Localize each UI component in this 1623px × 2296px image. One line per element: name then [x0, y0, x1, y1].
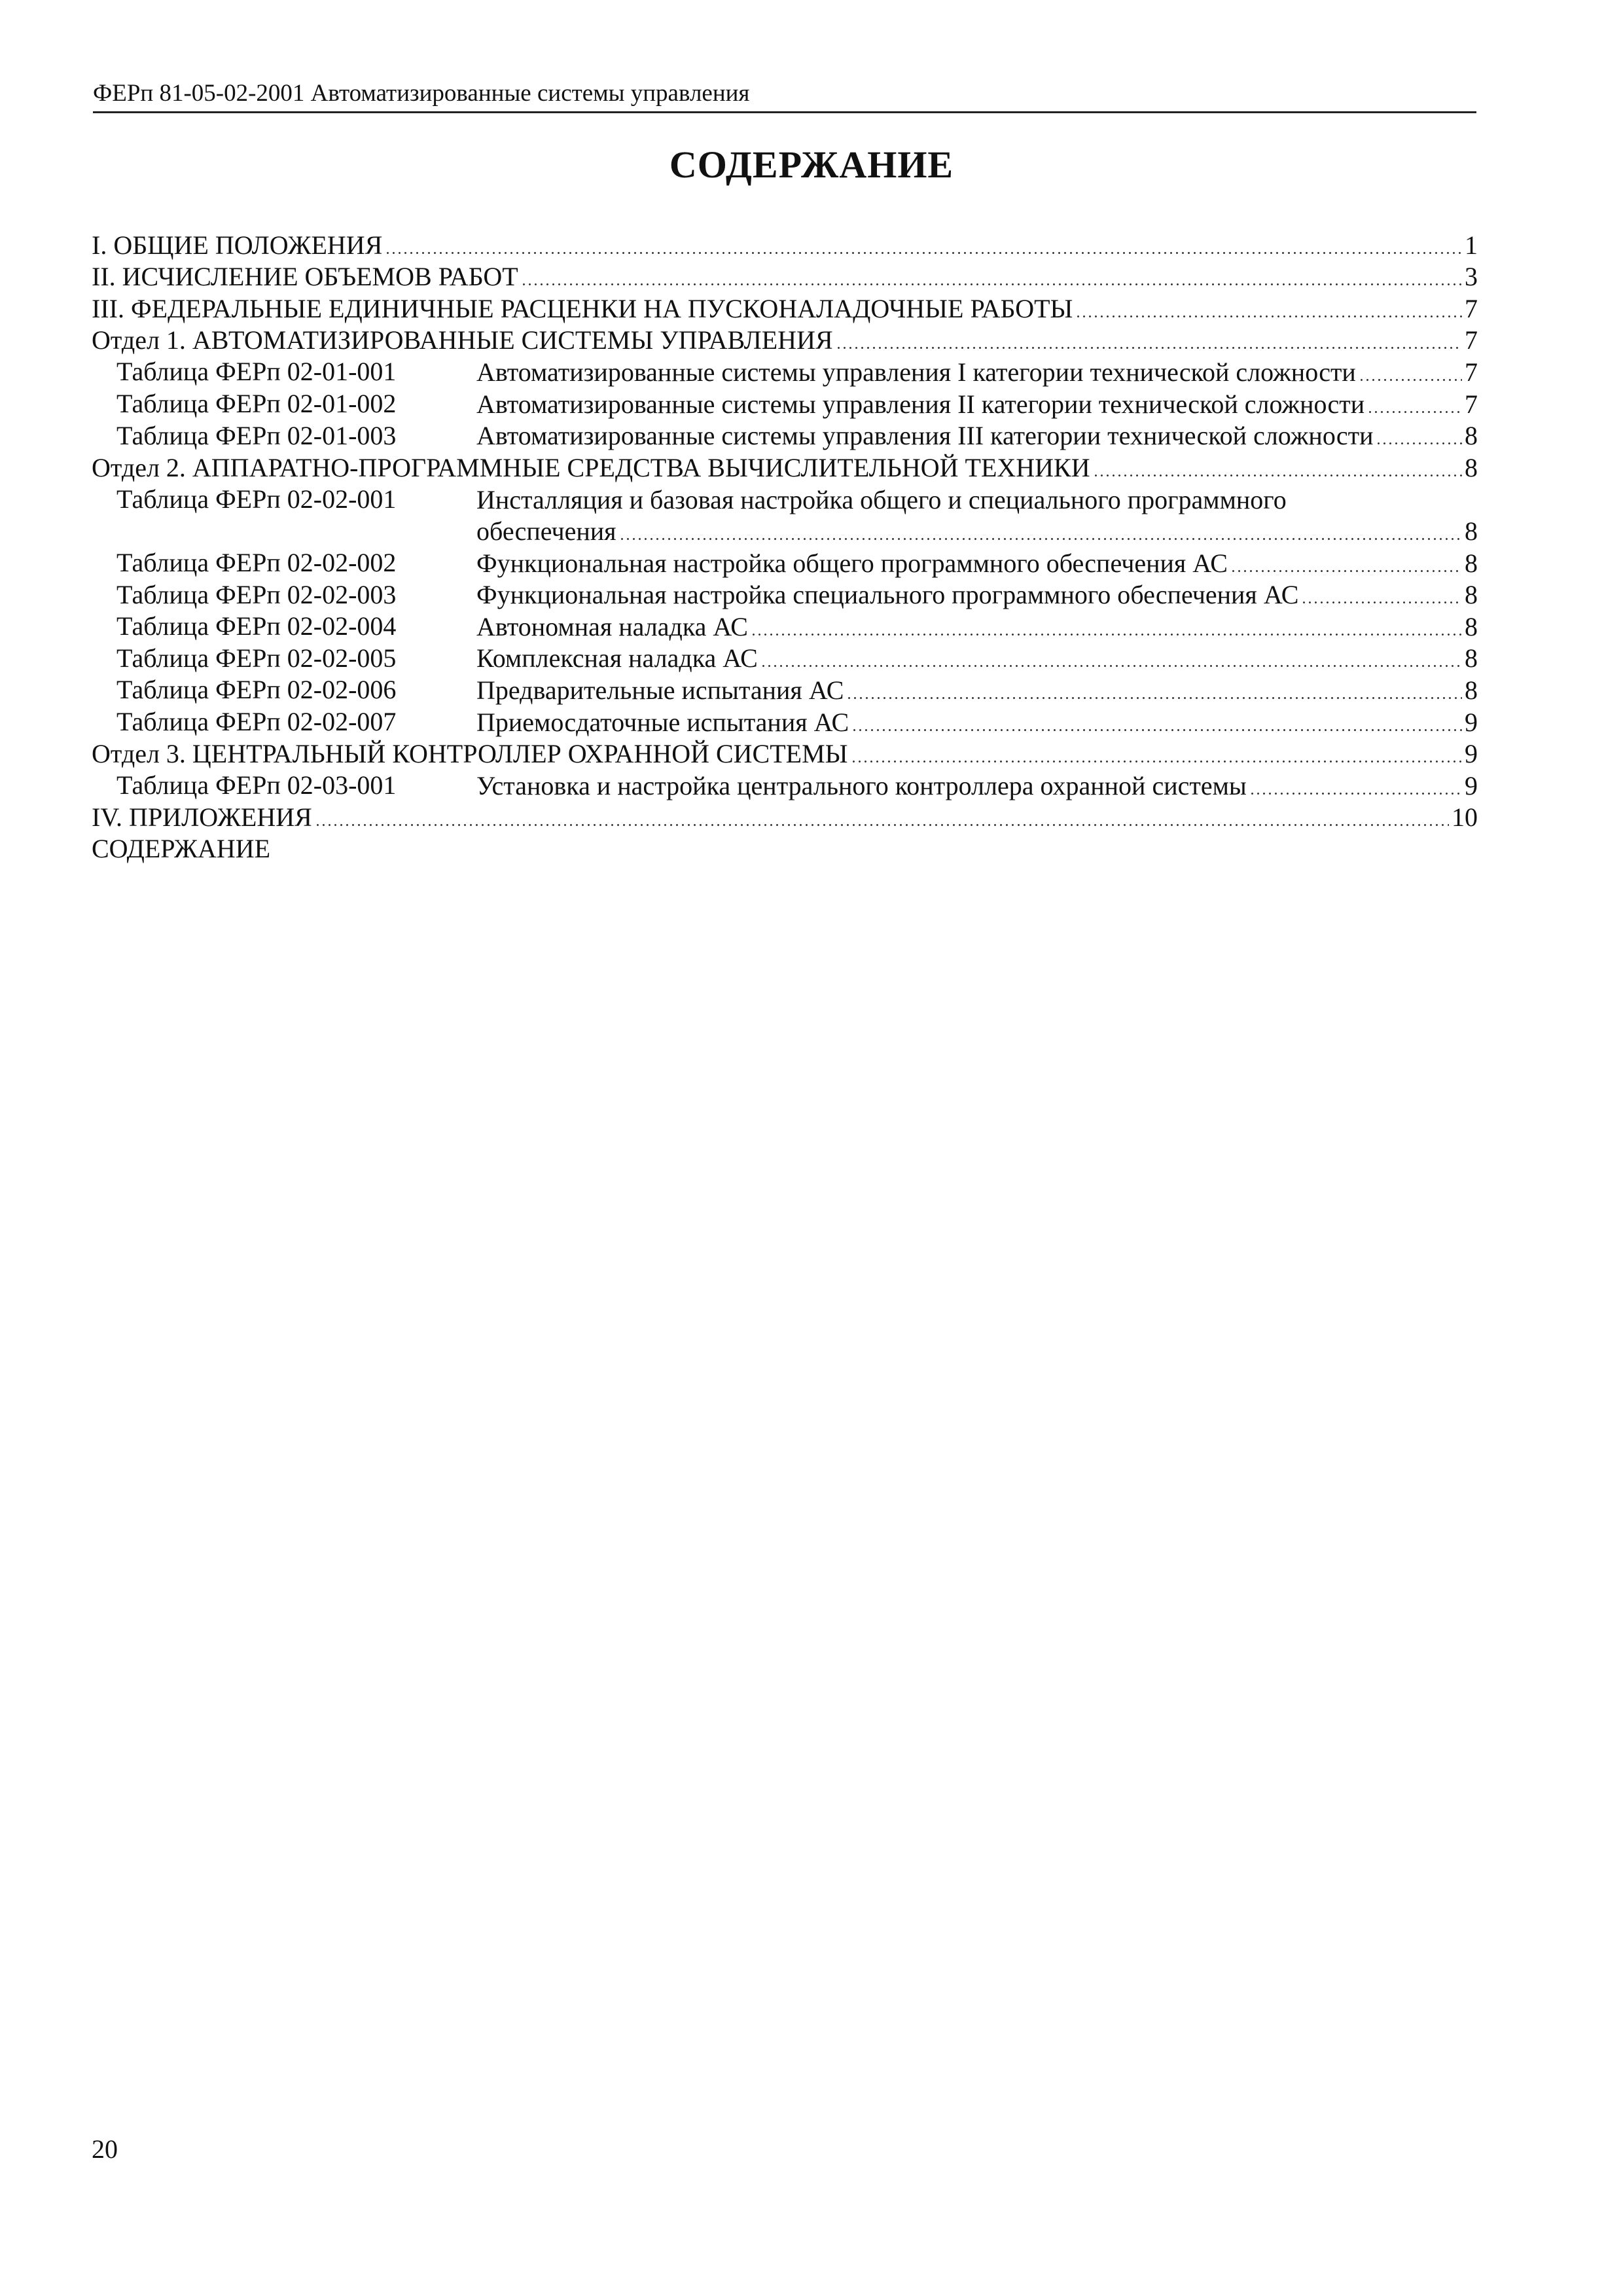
dot-leader	[1376, 442, 1462, 444]
dot-leader	[619, 538, 1462, 540]
page-number: 20	[92, 2134, 118, 2164]
dot-leader	[385, 252, 1462, 254]
toc-page-number: 8	[1465, 452, 1478, 482]
toc-entry-table-02-02-004[interactable]	[92, 611, 1478, 643]
toc-entry-department-1[interactable]	[92, 325, 1478, 357]
dot-leader	[760, 665, 1462, 667]
dot-leader	[1075, 315, 1462, 317]
toc-entry-code: Таблица ФЕРп 02-02-007	[116, 706, 397, 736]
toc-entry-table-02-01-002[interactable]	[92, 388, 1478, 420]
running-header	[93, 77, 1476, 113]
toc-page-number: 8	[1465, 548, 1478, 578]
toc-entry-title: Функциональная настройка специального программного обеспечения АС	[476, 580, 1299, 610]
toc-entry-title-continued: обеспечения	[476, 516, 616, 546]
toc-entry-table-02-02-001[interactable]	[92, 484, 1478, 547]
toc-entry-table-02-02-003[interactable]	[92, 579, 1478, 611]
toc-entry-code: Таблица ФЕРп 02-01-003	[116, 420, 397, 450]
toc-page-number: 8	[1465, 421, 1478, 451]
toc-entry-title: Автономная наладка АС	[476, 611, 748, 641]
toc-entry-title: Автоматизированные системы управления III категории технической сложности	[476, 421, 1374, 451]
toc-entry-title: Функциональная настройка общего программного обеспечения АС	[476, 548, 1228, 578]
toc-entry-title: Автоматизированные системы управления II категории технической сложности	[476, 389, 1365, 419]
toc-entry-table-02-02-006[interactable]	[92, 674, 1478, 706]
toc-entry-code: Таблица ФЕРп 02-03-001	[116, 770, 397, 800]
dot-leader	[836, 347, 1462, 349]
dot-leader	[315, 824, 1449, 826]
toc-entry-title: Установка и настройка центрального контроллера охранной системы	[476, 770, 1247, 800]
dot-leader	[1301, 601, 1462, 603]
dot-leader	[1230, 570, 1462, 572]
toc-page-number: 9	[1465, 770, 1478, 800]
toc-entry-table-02-02-007[interactable]	[92, 706, 1478, 738]
running-header-title: ФЕРп 81-05-02-2001 Автоматизированные системы управления	[93, 80, 750, 107]
dot-leader	[1359, 379, 1462, 381]
toc-entry-department-2[interactable]	[92, 452, 1478, 484]
toc-entry-section-3[interactable]	[92, 293, 1478, 325]
dot-leader	[1093, 475, 1462, 476]
dot-leader	[1367, 411, 1462, 413]
dot-leader	[521, 283, 1462, 285]
toc-entry-title: Отдел 1. АВТОМАТИЗИРОВАННЫЕ СИСТЕМЫ УПРАВЛЕНИЯ	[92, 325, 833, 355]
toc-page-number: 7	[1465, 325, 1478, 355]
toc-entry-code: Таблица ФЕРп 02-01-001	[116, 357, 397, 387]
toc-entry-code: Таблица ФЕРп 02-02-004	[116, 611, 397, 641]
toc-page-number: 9	[1465, 707, 1478, 737]
toc-entry-title: Инсталляция и базовая настройка общего и специального программного	[476, 484, 1287, 514]
toc-entry-table-02-02-005[interactable]	[92, 643, 1478, 675]
toc-entry-title: I. ОБЩИЕ ПОЛОЖЕНИЯ	[92, 230, 383, 260]
toc-entry-code: Таблица ФЕРп 02-02-006	[116, 675, 397, 705]
table-of-contents	[92, 229, 1478, 865]
toc-entry-code: Таблица ФЕРп 02-02-005	[116, 643, 397, 673]
toc-entry-code: Таблица ФЕРп 02-02-002	[116, 547, 397, 577]
toc-page-number: 8	[1465, 516, 1478, 546]
toc-entry-title: Предварительные испытания АС	[476, 675, 844, 705]
toc-entry-title: IV. ПРИЛОЖЕНИЯ	[92, 802, 312, 833]
toc-entry-section-2[interactable]	[92, 261, 1478, 293]
toc-entry-section-1[interactable]	[92, 229, 1478, 261]
toc-page-number: 10	[1452, 802, 1478, 833]
toc-entry-title: III. ФЕДЕРАЛЬНЫЕ ЕДИНИЧНЫЕ РАСЦЕНКИ НА ПУСКОНАЛАДОЧНЫЕ РАБОТЫ	[92, 293, 1073, 323]
toc-page-number: 3	[1465, 262, 1478, 292]
toc-entry-table-02-02-002[interactable]	[92, 547, 1478, 579]
dot-leader	[851, 729, 1462, 731]
toc-page-number: 1	[1465, 230, 1478, 260]
toc-entry-title: Комплексная наладка АС	[476, 643, 758, 673]
toc-page-number: 7	[1465, 293, 1478, 323]
toc-entry-code: Таблица ФЕРп 02-02-003	[116, 579, 397, 609]
toc-page-number: 7	[1465, 389, 1478, 419]
toc-page-number: 7	[1465, 357, 1478, 387]
toc-page-number: 8	[1465, 611, 1478, 641]
toc-entry-table-02-03-001[interactable]	[92, 770, 1478, 802]
toc-entry-title: Приемосдаточные испытания АС	[476, 707, 849, 737]
dot-leader	[751, 634, 1462, 636]
toc-entry-department-3[interactable]	[92, 738, 1478, 770]
toc-entry-title: Отдел 3. ЦЕНТРАЛЬНЫЙ КОНТРОЛЛЕР ОХРАННОЙ СИСТЕМЫ	[92, 739, 848, 769]
page-title: СОДЕРЖАНИЕ	[669, 143, 954, 186]
toc-page-number: 9	[1465, 739, 1478, 769]
toc-entry-code: Таблица ФЕРп 02-01-002	[116, 388, 397, 418]
dot-leader	[1249, 793, 1462, 795]
toc-entry-title: II. ИСЧИСЛЕНИЕ ОБЪЕМОВ РАБОТ	[92, 262, 518, 292]
toc-page-number: 8	[1465, 643, 1478, 673]
toc-entry-section-4[interactable]	[92, 802, 1478, 834]
dot-leader	[846, 697, 1462, 699]
toc-entry-title: Отдел 2. АППАРАТНО-ПРОГРАММНЫЕ СРЕДСТВА ВЫЧИСЛИТЕЛЬНОЙ ТЕХНИКИ	[92, 452, 1090, 482]
toc-entry-contents[interactable]: СОДЕРЖАНИЕ	[92, 834, 271, 864]
toc-entry-code: Таблица ФЕРп 02-02-001	[116, 484, 397, 514]
toc-entry-table-02-01-003[interactable]	[92, 420, 1478, 452]
toc-entry-table-02-01-001[interactable]	[92, 356, 1478, 388]
toc-entry-title: Автоматизированные системы управления I категории технической сложности	[476, 357, 1356, 387]
toc-page-number: 8	[1465, 675, 1478, 705]
dot-leader	[851, 761, 1462, 762]
toc-page-number: 8	[1465, 580, 1478, 610]
